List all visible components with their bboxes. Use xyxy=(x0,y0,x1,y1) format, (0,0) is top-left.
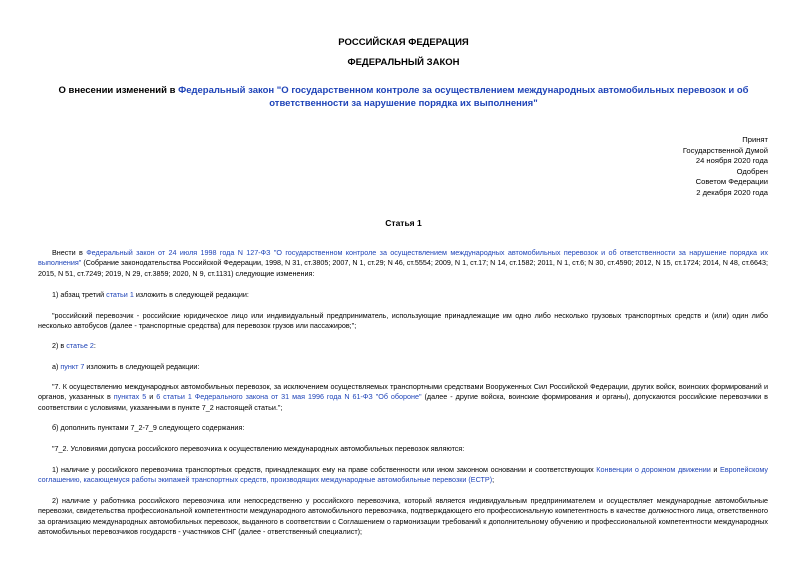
defense-law-link[interactable]: 6 статьи 1 Федерального закона от 31 мая 1996 года N 61-ФЗ "Об обороне" xyxy=(156,392,422,402)
paragraph-quote-carrier: "российский перевозчик - российские юридическое лицо или индивидуальный предприниматель, использующие принадлежащие им одно либо несколько грузовых транспортных средств и (или) один либо несколько автобусов (далее - транспортные средства) для перевозок грузов или пассажиров;"; xyxy=(38,311,768,331)
title-prefix: О внесении изменений в xyxy=(58,85,179,96)
text: (Собрание законодательства Российской Федерации, 1998, N 31, ст.3805; 2007, N 1, ст.29; N 46, ст.5554; 2009, N 1, ст.17; N 14, ст.1582; 2011, N 1, ст.6; N 30, ст.4590; 2012, N 15, ст.1724; 2014, N 48, ст.6643; 2015, N 51, ст.7249; 2019, N 29, ст.3859; 2020, N 9, ст.1131) следующие изменения: xyxy=(38,258,768,278)
paragraph-item-a xyxy=(38,362,768,372)
text: 2) в xyxy=(52,341,67,350)
text: 1) абзац третий xyxy=(52,290,107,299)
text: "7. К осуществлению международных автомобильных перевозок, за исключением осуществляемых транспортными средствами Вооруженных Сил Российской Федерации, других войск, воинских формирований и органов, указанных в xyxy=(38,382,768,402)
paragraph-item-b: б) дополнить пунктами 7_2-7_9 следующего содержания: xyxy=(52,423,245,432)
text: изложить в следующей редакции: xyxy=(133,290,249,299)
adoption-line: Государственной Думой xyxy=(682,145,768,155)
paragraph-point-7-2: "7_2. Условиями допуска российского перевозчика к осуществлению международных автомобильных перевозок являются: xyxy=(52,444,465,453)
text: и xyxy=(710,465,721,474)
paragraph-condition-2: 2) наличие у работника российского перевозчика или непосредственно у российского перевозчика, который является индивидуальным предпринимателем и осуществляет международные автомобильные перевозки, свидетельства профессиональной компетентности международного автомобильного перевозчика, подтверждающего его профессиональную компетентность в качестве должностного лица, ответственного за организацию международных автомобильных перевозок, выданного в соответствии с Соглашением о гармонизации требований к дополнительному обучению и профессиональной компетентности международных автомобильных перевозчиков государств - участников СНГ (далее - ответственный специалист); xyxy=(38,496,768,537)
adoption-line: Одобрен xyxy=(736,166,768,176)
paragraph-condition-1 xyxy=(38,465,768,486)
text: 1) наличие у российского перевозчика транспортных средств, принадлежащих ему на праве собственности или ином законном основании и соответствующих xyxy=(52,465,597,474)
adoption-line: 2 декабря 2020 года xyxy=(696,187,768,197)
adoption-line: 24 ноября 2020 года xyxy=(695,156,768,166)
article-1-link[interactable]: статьи 1 xyxy=(106,290,134,299)
paragraph-intro xyxy=(38,248,768,279)
article-2-link[interactable]: статье 2 xyxy=(66,341,94,350)
law-127-fz-link[interactable]: Федеральный закон от 24 июля 1998 года N 127-ФЗ "О государственном контроле за осуществлением международных автомобильных перевозок и об ответственности за нарушение порядка их выполнения" xyxy=(38,248,768,268)
point-7-link[interactable]: пункт 7 xyxy=(60,362,85,371)
country-heading: РОССИЙСКАЯ ФЕДЕРАЦИЯ xyxy=(338,37,469,48)
text: изложить в следующей редакции: xyxy=(84,362,200,371)
text: и xyxy=(146,392,157,402)
paragraph-quote-point-7 xyxy=(38,382,768,413)
text: (далее - другие войска, воинские формирования и органы), допускаются российские перевозчики в соответствии с условиями, указанными в пункте 7_2 настоящей статьи."; xyxy=(38,392,768,412)
text: а) xyxy=(52,362,61,371)
paragraph-item-1 xyxy=(38,290,768,300)
text: ; xyxy=(492,475,495,485)
text: : xyxy=(93,341,96,350)
points-5-link[interactable]: пунктах 5 xyxy=(113,392,147,402)
paragraph-item-2 xyxy=(38,341,768,351)
article-heading: Статья 1 xyxy=(385,218,422,228)
adoption-block xyxy=(683,135,768,199)
text: Внести в xyxy=(52,248,87,257)
law-title xyxy=(30,84,777,110)
road-traffic-convention-link[interactable]: Конвенции о дорожном движении xyxy=(596,465,711,474)
adoption-line: Принят xyxy=(742,135,768,144)
doc-type-heading: ФЕДЕРАЛЬНЫЙ ЗАКОН xyxy=(347,57,460,68)
adoption-line: Советом Федерации xyxy=(695,177,768,187)
title-law-link[interactable]: Федеральный закон "О государственном контроле за осуществлением международных автомобильных перевозок и об ответственности за нарушение порядка их выполнения" xyxy=(178,85,749,109)
aetr-agreement-link[interactable]: Европейскому соглашению, касающемуся работы экипажей транспортных средств, производящих международные автомобильные перевозки (ЕСТР) xyxy=(38,465,768,485)
